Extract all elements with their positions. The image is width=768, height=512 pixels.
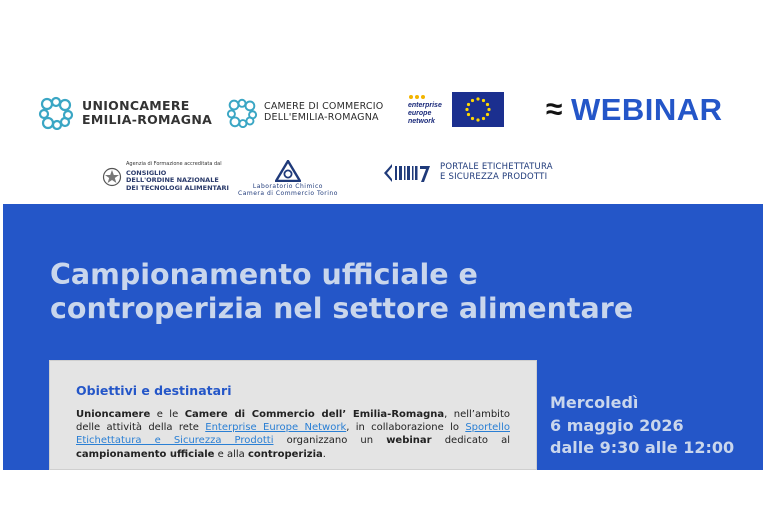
event-banner: [3, 204, 763, 470]
unioncamere-line2: EMILIA-ROMAGNA: [82, 112, 213, 127]
sportello-etichettatura-link[interactable]: Sportello Etichettatura e Sicurezza Prodotti: [76, 422, 510, 447]
controperizia-bold: controperizia: [247, 448, 323, 460]
text-fragment: , in collaborazione lo: [346, 422, 466, 434]
text-fragment: .: [322, 448, 326, 460]
page-title: [50, 258, 750, 326]
emblem-italia-icon: [102, 165, 122, 189]
cnt-line1: CONSIGLIO: [126, 168, 167, 177]
text-fragment: , nell’ambito delle attività della rete: [76, 409, 511, 434]
laboratorio-triangle-icon: [275, 160, 301, 182]
unioncamere-logo: [38, 96, 212, 130]
objectives-box: [49, 360, 537, 470]
consiglio-tecnologi-logo: [102, 162, 229, 192]
text-fragment: dedicato al: [431, 435, 510, 447]
een-line1: enterprise: [408, 102, 442, 110]
laboratorio-line1: Laboratorio Chimico: [252, 183, 323, 190]
een-line2: europe: [408, 110, 432, 117]
wave-icon: ≈: [546, 93, 563, 126]
portale-line1: PORTALE ETICHETTATURA: [440, 162, 553, 173]
enterprise-europe-network-link[interactable]: Enterprise Europe Network: [205, 422, 347, 434]
webinar-bold: webinar: [386, 435, 432, 447]
objectives-heading: Obiettivi e destinatari: [76, 383, 232, 398]
camere-commercio-line1: CAMERE DI COMMERCIO: [264, 101, 384, 113]
camere-commercio-line2: DELL'EMILIA-ROMAGNA: [264, 112, 379, 123]
camere-commercio-emblem-icon: [226, 98, 258, 128]
title-line-1: Campionamento ufficiale e: [50, 258, 478, 291]
text-fragment: e le: [150, 409, 185, 420]
camere-commercio-logo: [226, 98, 383, 128]
camere-bold: Camere di Commercio dell’ Emilia-Romagna: [184, 409, 445, 420]
webinar-label: [546, 92, 723, 128]
webinar-text: WEBINAR: [570, 92, 723, 127]
barcode-icon: [384, 162, 434, 184]
portale-etichettatura-logo: [384, 162, 553, 184]
portale-line2: E SICUREZZA PRODOTTI: [440, 172, 548, 182]
unioncamere-line1: UNIONCAMERE: [82, 97, 190, 113]
enterprise-europe-network-logo: [408, 92, 504, 127]
unioncamere-bold: Unioncamere: [76, 409, 151, 420]
laboratorio-line2: Camera di Commercio Torino: [238, 189, 338, 197]
event-date: 6 maggio 2026: [550, 415, 684, 435]
unioncamere-emblem-icon: [38, 96, 74, 130]
een-dots-icon: [408, 94, 428, 100]
objectives-paragraph: [76, 408, 510, 461]
event-datetime: [550, 392, 734, 460]
campionamento-bold: campionamento ufficiale: [76, 448, 215, 460]
text-fragment: e alla: [214, 448, 248, 460]
text-fragment: organizzano un: [273, 435, 387, 447]
partner-logos-row-1: [0, 92, 768, 142]
event-time: dalle 9:30 alle 12:00: [550, 438, 735, 458]
eu-flag-icon: [452, 92, 504, 127]
title-line-2: controperizia nel settore alimentare: [50, 292, 634, 326]
een-line3: network: [408, 117, 435, 125]
event-day: Mercoledì: [550, 393, 639, 412]
laboratorio-chimico-logo: [238, 160, 338, 198]
cnt-agency-note: Agenzia di Formazione accreditata dal: [126, 161, 222, 167]
partner-logos-row-2: [0, 160, 768, 200]
cnt-line3: DEI TECNOLOGI ALIMENTARI: [126, 183, 229, 192]
cnt-line2: DELL'ORDINE NAZIONALE: [126, 176, 219, 185]
